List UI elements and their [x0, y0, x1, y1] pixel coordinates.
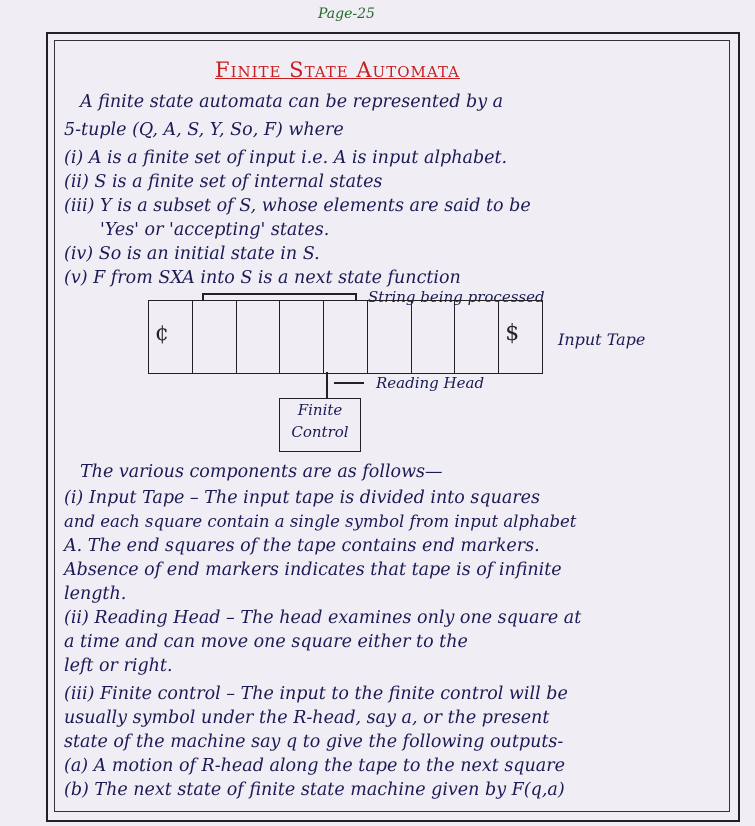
finite-control-box	[279, 398, 361, 452]
definition-5: (v) F from SXA into S is a next state function	[64, 268, 461, 288]
component-3-line-1: (iii) Finite control – The input to the finite control will be	[64, 684, 568, 704]
definition-3: (iii) Y is a subset of S, whose elements are said to be	[64, 196, 531, 216]
string-label: String being processed	[368, 288, 545, 306]
start-marker: ¢	[155, 321, 169, 346]
reading-head-label: Reading Head	[376, 374, 485, 392]
head-pointer	[326, 372, 328, 398]
component-1-line-5: length.	[64, 584, 127, 604]
component-1-line-2: and each square contain a single symbol from input alphabet	[64, 512, 577, 531]
component-2-line-1: (ii) Reading Head – The head examines only one square at	[64, 608, 582, 628]
component-3-output-b: (b) The next state of finite state machine given by F(q,a)	[64, 780, 565, 800]
component-3-line-2: usually symbol under the R-head, say a, or the present	[64, 708, 550, 728]
tape-cell	[455, 301, 499, 373]
component-1-line-4: Absence of end markers indicates that tape is of infinite	[64, 560, 562, 580]
tape-cell-start	[149, 301, 193, 373]
intro-line-1: A finite state automata can be represented by a	[80, 92, 504, 112]
end-marker: $	[505, 321, 520, 346]
input-tape	[148, 300, 543, 374]
tape-cell	[280, 301, 324, 373]
tape-cell-end	[499, 301, 542, 373]
intro-line-2: 5-tuple (Q, A, S, Y, So, F) where	[64, 120, 344, 140]
components-heading: The various components are as follows—	[80, 462, 443, 482]
finite-control-line-2: Control	[291, 423, 349, 441]
component-2-line-2: a time and can move one square either to the	[64, 632, 468, 652]
component-3-line-3: state of the machine say q to give the following outputs-	[64, 732, 564, 752]
page-title: Finite State Automata	[215, 58, 460, 82]
definition-1: (i) A is a finite set of input i.e. A is input alphabet.	[64, 148, 508, 168]
finite-control-line-1: Finite	[297, 401, 343, 419]
tape-cell	[324, 301, 368, 373]
component-1-line-3: A. The end squares of the tape contains end markers.	[64, 536, 540, 556]
string-bracket	[202, 293, 356, 295]
definition-4: (iv) So is an initial state in S.	[64, 244, 320, 264]
definition-3-continued: 'Yes' or 'accepting' states.	[100, 220, 330, 240]
definition-2: (ii) S is a finite set of internal states	[64, 172, 383, 192]
tape-cell	[368, 301, 412, 373]
page-number: Page-25	[318, 6, 375, 22]
input-tape-label: Input Tape	[558, 330, 646, 349]
tape-cell	[412, 301, 456, 373]
head-label-arrow	[334, 382, 364, 384]
tape-cell	[193, 301, 237, 373]
component-3-output-a: (a) A motion of R-head along the tape to the next square	[64, 756, 565, 776]
tape-cell	[237, 301, 281, 373]
component-1-line-1: (i) Input Tape – The input tape is divided into squares	[64, 488, 540, 508]
component-2-line-3: left or right.	[64, 656, 173, 676]
